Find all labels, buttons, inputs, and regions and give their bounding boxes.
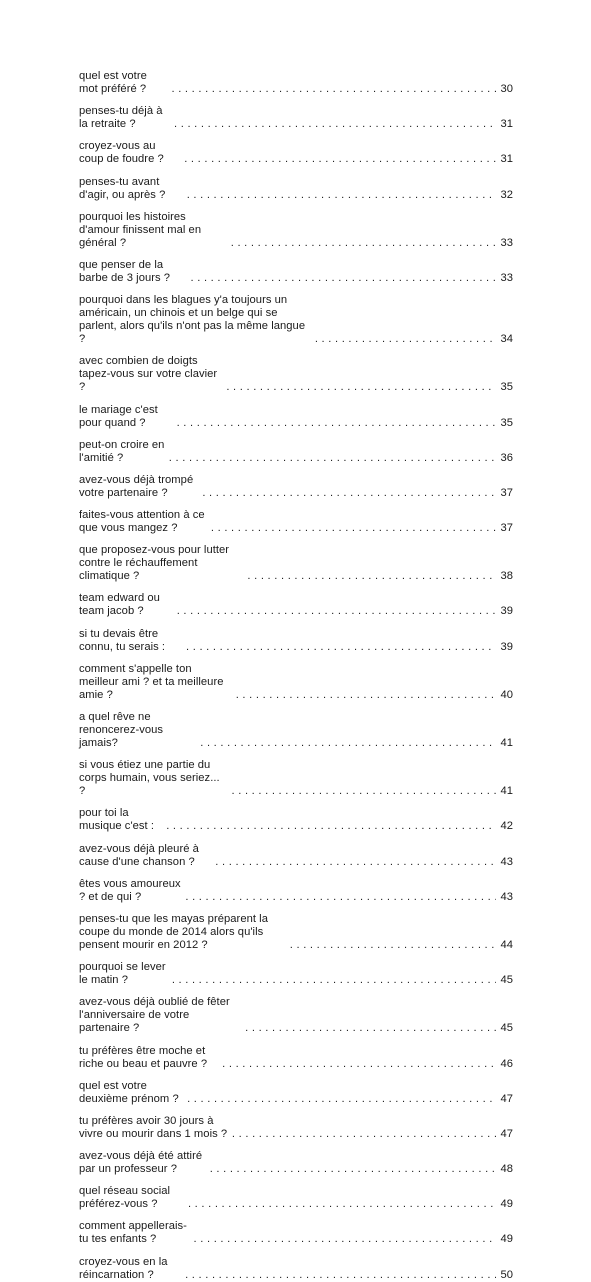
- toc-entry[interactable]: [79, 1080, 513, 1106]
- toc-entry[interactable]: [79, 843, 513, 869]
- toc-entry-title: quel est votre deuxième prénom ?: [79, 1079, 179, 1105]
- toc-leader-dots: [174, 118, 496, 131]
- toc-entry-page: 50: [500, 1268, 513, 1281]
- toc-entry-title: quel est votre mot préféré ?: [79, 70, 147, 95]
- toc-entry-title: avez-vous déjà été attiré par un professeur ?: [79, 1150, 203, 1176]
- toc-entry[interactable]: [79, 1256, 513, 1282]
- toc-entry[interactable]: [79, 474, 513, 500]
- toc-entry-page: 34: [500, 333, 513, 346]
- toc-entry[interactable]: [79, 140, 513, 166]
- toc-entry[interactable]: [79, 1150, 513, 1176]
- toc-entry-page: 43: [500, 855, 513, 868]
- toc-leader-dots: [200, 737, 496, 750]
- toc-entry[interactable]: [79, 259, 513, 285]
- toc-leader-dots: [215, 856, 496, 869]
- toc-leader-dots: [315, 333, 496, 346]
- toc-leader-dots: [211, 522, 496, 535]
- toc-entry-page: 36: [500, 451, 513, 464]
- toc-leader-dots: [185, 891, 496, 904]
- toc-entry[interactable]: [79, 439, 513, 465]
- toc-entry[interactable]: [79, 1115, 513, 1141]
- toc-leader-dots: [184, 153, 496, 166]
- toc-entry-title: que penser de la barbe de 3 jours ?: [79, 258, 171, 284]
- toc-entry[interactable]: [79, 70, 513, 96]
- toc-entry[interactable]: [79, 996, 513, 1035]
- toc-entry-title: comment s'appelle ton meilleur ami ? et ta meilleure amie ?: [79, 662, 224, 701]
- toc-entry-page: 48: [500, 1163, 513, 1176]
- toc-entry-title: avez-vous déjà trompé votre partenaire ?: [79, 473, 194, 499]
- toc-entry-title: tu préfères être moche et riche ou beau et pauvre ?: [79, 1044, 208, 1070]
- toc-entry[interactable]: [79, 211, 513, 250]
- toc-entry[interactable]: [79, 176, 513, 202]
- toc-entry-title: si vous étiez une partie du corps humain, vous seriez... ?: [79, 759, 220, 798]
- toc-entry-page: 39: [500, 640, 513, 653]
- toc-entry-page: 47: [500, 1092, 513, 1105]
- toc-leader-dots: [231, 237, 496, 250]
- toc-entry[interactable]: [79, 711, 513, 750]
- toc-entry[interactable]: [79, 592, 513, 618]
- toc-entry[interactable]: [79, 1045, 513, 1071]
- toc-entry-page: 47: [500, 1127, 513, 1140]
- toc-entry[interactable]: [79, 878, 513, 904]
- toc-entry-page: 39: [500, 605, 513, 618]
- toc-entry-title: pourquoi les histoires d'amour finissent mal en général ?: [79, 210, 202, 249]
- toc-leader-dots: [169, 452, 496, 465]
- toc-leader-dots: [191, 272, 496, 285]
- toc-entry-page: 41: [500, 785, 513, 798]
- toc-entry[interactable]: [79, 1220, 513, 1246]
- toc-entry-page: 46: [500, 1057, 513, 1070]
- toc-leader-dots: [247, 570, 496, 583]
- toc-entry-title: quel réseau social préférez-vous ?: [79, 1185, 171, 1211]
- toc-leader-dots: [232, 785, 496, 798]
- toc-entry-page: 31: [500, 118, 513, 131]
- toc-entry-title: avec combien de doigts tapez-vous sur votre clavier ?: [79, 355, 218, 394]
- toc-entry-title: faites-vous attention à ce que vous mangez ?: [79, 509, 205, 535]
- toc-entry-title: penses-tu déjà à la retraite ?: [79, 105, 163, 131]
- toc-leader-dots: [187, 1093, 496, 1106]
- toc-entry-page: 44: [500, 938, 513, 951]
- toc-leader-dots: [222, 1058, 496, 1071]
- toc-entry[interactable]: [79, 807, 513, 833]
- toc-leader-dots: [188, 1198, 496, 1211]
- toc-entry-page: 45: [500, 1022, 513, 1035]
- toc-entry-title: penses-tu avant d'agir, ou après ?: [79, 175, 166, 201]
- toc-leader-dots: [185, 1269, 496, 1282]
- toc-entry-title: si tu devais être connu, tu serais :: [79, 627, 166, 653]
- toc-entry-page: 42: [500, 820, 513, 833]
- toc-entry-page: 37: [500, 522, 513, 535]
- toc-entry[interactable]: [79, 544, 513, 583]
- toc-entry-title: tu préfères avoir 30 jours à vivre ou mourir dans 1 mois ?: [79, 1114, 228, 1140]
- toc-leader-dots: [194, 1233, 496, 1246]
- toc-entry-page: 40: [500, 688, 513, 701]
- toc-leader-dots: [187, 189, 496, 202]
- table-of-contents: [79, 70, 513, 1282]
- toc-entry[interactable]: [79, 404, 513, 430]
- toc-leader-dots: [202, 487, 496, 500]
- toc-entry[interactable]: [79, 355, 513, 394]
- toc-entry[interactable]: [79, 759, 513, 798]
- toc-entry-title: le mariage c'est pour quand ?: [79, 403, 158, 429]
- toc-entry-page: 45: [500, 974, 513, 987]
- toc-entry[interactable]: [79, 913, 513, 952]
- toc-entry-title: peut-on croire en l'amitié ?: [79, 438, 165, 464]
- toc-entry-title: pourquoi se lever le matin ?: [79, 961, 166, 987]
- toc-entry[interactable]: [79, 294, 513, 346]
- toc-entry-title: croyez-vous au coup de foudre ?: [79, 140, 164, 166]
- toc-entry[interactable]: [79, 105, 513, 131]
- toc-entry-page: 49: [500, 1198, 513, 1211]
- toc-leader-dots: [226, 381, 496, 394]
- toc-entry-title: avez-vous déjà pleuré à cause d'une chanson ?: [79, 842, 199, 868]
- toc-leader-dots: [210, 1163, 496, 1176]
- toc-entry-page: 43: [500, 890, 513, 903]
- toc-entry-title: avez-vous déjà oublié de fêter l'anniversaire de votre partenaire ?: [79, 996, 230, 1035]
- toc-entry-title: que proposez-vous pour lutter contre le réchauffement climatique ?: [79, 544, 230, 583]
- toc-leader-dots: [232, 1128, 496, 1141]
- toc-entry[interactable]: [79, 1185, 513, 1211]
- toc-entry-title: pourquoi dans les blagues y'a toujours un américain, un chinois et un belge qui se parlent, alors qu'ils n'ont pas la même langue ?: [79, 294, 306, 346]
- toc-entry-title: penses-tu que les mayas préparent la coupe du monde de 2014 alors qu'ils pensent mourir en 2012 ?: [79, 912, 268, 951]
- toc-leader-dots: [236, 689, 496, 702]
- toc-leader-dots: [290, 939, 496, 952]
- toc-entry-page: 35: [500, 416, 513, 429]
- toc-entry-page: 33: [500, 236, 513, 249]
- toc-leader-dots: [245, 1022, 496, 1035]
- toc-entry-page: 32: [500, 188, 513, 201]
- toc-leader-dots: [177, 417, 496, 430]
- toc-entry-page: 41: [500, 737, 513, 749]
- toc-entry-page: 30: [500, 83, 513, 95]
- toc-entry-title: team edward ou team jacob ?: [79, 592, 160, 618]
- toc-leader-dots: [171, 83, 496, 96]
- toc-entry-title: êtes vous amoureux ? et de qui ?: [79, 877, 181, 903]
- toc-entry-page: 31: [500, 153, 513, 166]
- toc-entry-page: 49: [500, 1233, 513, 1246]
- toc-entry-page: 37: [500, 486, 513, 499]
- toc-leader-dots: [186, 641, 496, 654]
- toc-entry-title: croyez-vous en la réincarnation ?: [79, 1255, 168, 1281]
- toc-leader-dots: [172, 974, 496, 987]
- toc-entry-title: pour toi la musique c'est :: [79, 807, 155, 833]
- toc-entry-page: 38: [500, 570, 513, 583]
- toc-entry[interactable]: [79, 509, 513, 535]
- toc-leader-dots: [177, 605, 496, 618]
- toc-entry-title: a quel rêve ne renoncerez-vous jamais?: [79, 711, 164, 749]
- toc-entry-title: comment appellerais-tu tes enfants ?: [79, 1220, 187, 1246]
- toc-entry[interactable]: [79, 961, 513, 987]
- toc-entry[interactable]: [79, 663, 513, 702]
- toc-entry-page: 35: [500, 381, 513, 394]
- toc-entry[interactable]: [79, 628, 513, 654]
- toc-entry-page: 33: [500, 271, 513, 284]
